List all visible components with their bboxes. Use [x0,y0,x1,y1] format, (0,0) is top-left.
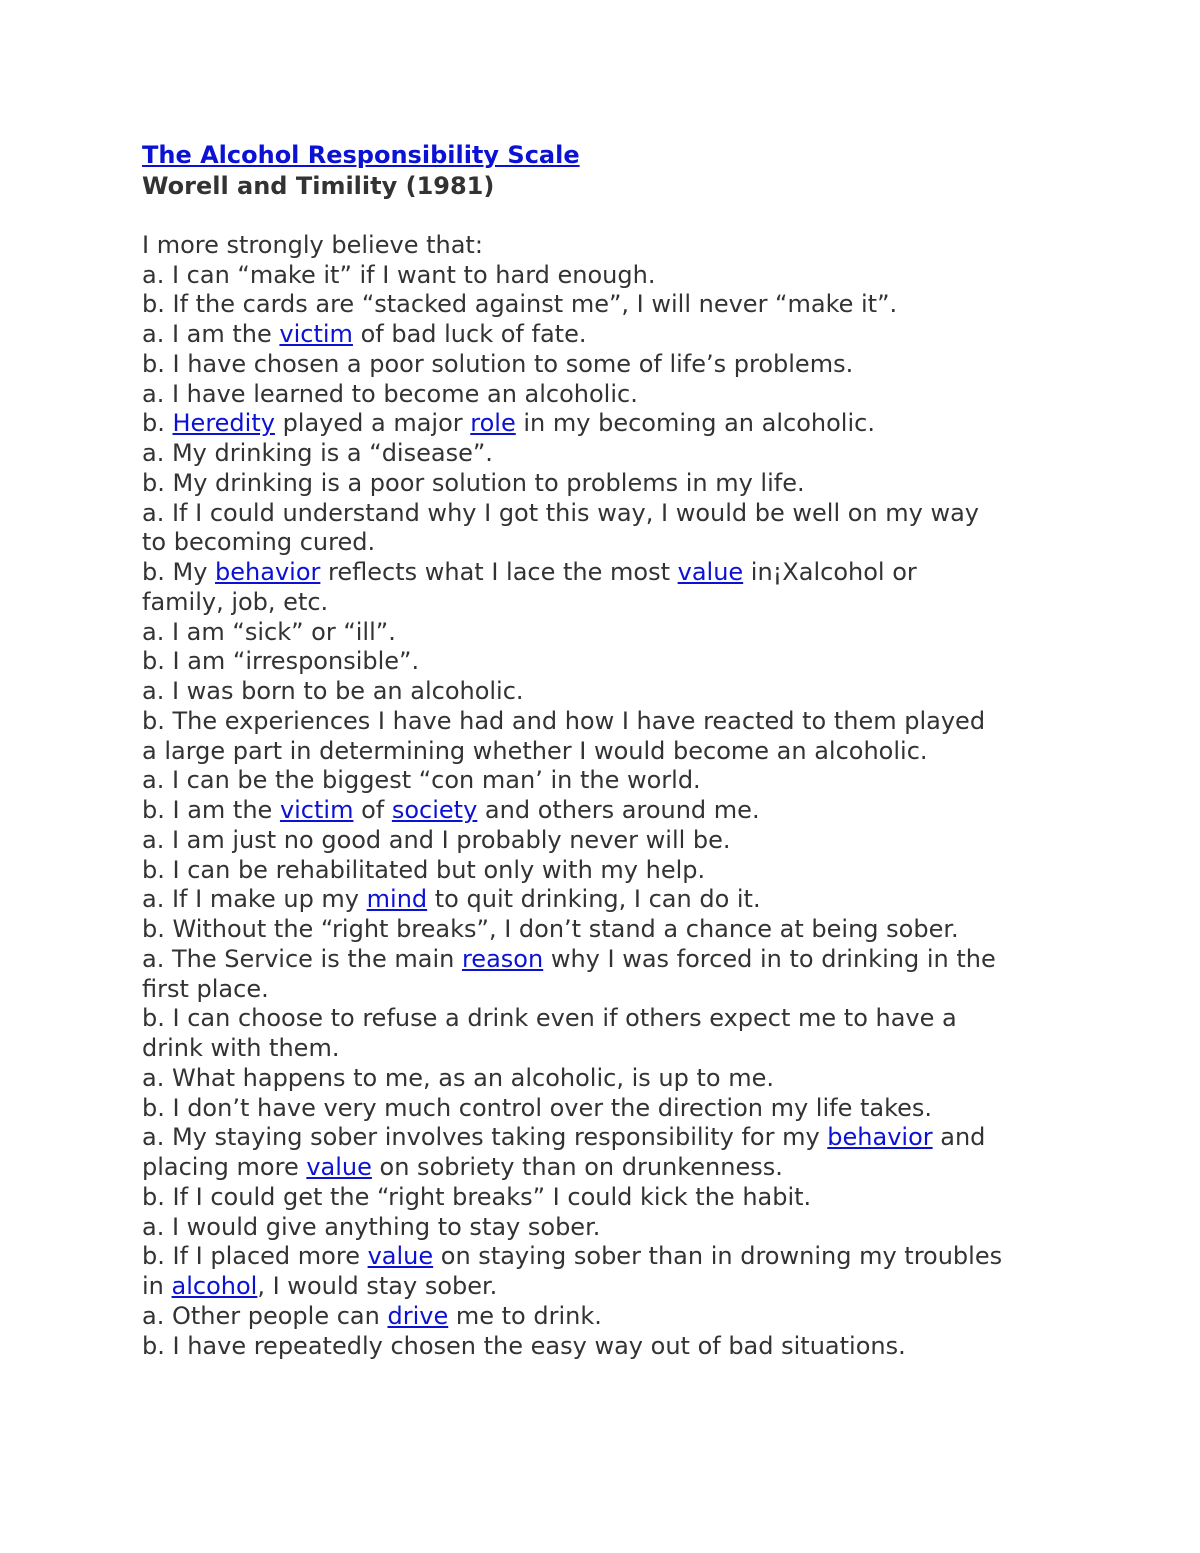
line-text: and others around me. [477,796,760,824]
inline-link-behavior[interactable]: behavior [827,1123,933,1152]
inline-link-value[interactable]: value [677,558,744,586]
text-line [142,975,1082,1005]
line-text: a. I have learned to become an alcoholic. [142,379,638,408]
inline-link-victim[interactable]: victim [279,320,353,348]
line-text: a. I am “sick” or “ill”. [142,617,396,646]
text-line [142,826,1082,856]
line-text: and [932,1123,986,1152]
line-text: on staying sober than in drowning my troubles [433,1242,1003,1271]
line-text: in my becoming an alcoholic. [515,409,875,438]
inline-link-value[interactable]: value [306,1153,372,1181]
text-line [142,796,1082,826]
line-text: b. If I placed more [142,1242,368,1271]
title-link[interactable]: The Alcohol Responsibility Scale [142,141,580,169]
line-text: played a major [274,409,471,438]
text-line [142,1094,1082,1124]
text-line [142,261,1082,291]
text-line [142,1064,1082,1094]
text-line [142,945,1082,975]
text-line [142,856,1082,886]
inline-link-society[interactable]: society [391,796,478,824]
text-line [142,737,1082,767]
text-line [142,1213,1082,1243]
inline-link-reason[interactable]: reason [461,944,544,973]
inline-link-mind[interactable]: mind [366,885,428,914]
text-line [142,1302,1082,1332]
text-line [142,469,1082,499]
line-text: b. I can choose to refuse a drink even if others expect me to have a [142,1004,957,1033]
text-line [142,1242,1082,1272]
line-text: a. I can “make it” if I want to hard enough. [142,260,656,289]
inline-link-value[interactable]: value [367,1242,434,1271]
line-text: b. I can be rehabilitated but only with my help. [142,855,706,884]
text-line [142,766,1082,796]
line-text: b. Without the “right breaks”, I don’t stand a chance at being sober. [142,915,959,943]
line-text: I more strongly believe that: [142,230,483,259]
text-line [142,677,1082,707]
line-text: to becoming cured. [142,528,376,557]
line-text: a. If I could understand why I got this way, I would be well on my way [142,498,980,527]
inline-link-alcohol[interactable]: alcohol [171,1272,258,1300]
line-text: b. My [142,558,216,586]
inline-link-heredity[interactable]: Heredity [172,409,275,438]
line-text: b. My drinking is a poor solution to problems in my life. [142,468,805,497]
text-line [142,1034,1082,1064]
line-text: , I would stay sober. [257,1272,498,1300]
line-text: in¡Xalcohol or [743,558,917,586]
line-text: b. [142,409,173,438]
text-line [142,707,1082,737]
line-text: drink with them. [142,1034,340,1062]
line-text: b. I am the [142,796,280,824]
text-line [142,915,1082,945]
line-text: a. What happens to me, as an alcoholic, is up to me. [142,1063,774,1092]
line-text: why I was forced in to drinking in the [543,944,996,973]
text-line [142,558,1082,588]
text-line [142,1123,1082,1153]
line-text: to quit drinking, I can do it. [427,885,761,914]
line-text: b. If I could get the “right breaks” I could kick the habit. [142,1182,812,1211]
inline-link-behavior[interactable]: behavior [215,558,321,586]
text-line [142,320,1082,350]
text-line [142,1004,1082,1034]
text-line [142,1332,1082,1362]
text-line [142,588,1082,618]
text-line [142,290,1082,320]
text-line [142,885,1082,915]
line-text: a. I was born to be an alcoholic. [142,677,524,705]
line-text: a. I would give anything to stay sober. [142,1212,601,1241]
line-text: on sobriety than on drunkenness. [371,1153,783,1181]
line-text: family, job, etc. [142,587,329,616]
line-text: b. The experiences I have had and how I have reacted to them played [142,706,986,735]
text-line [142,1183,1082,1213]
inline-link-role[interactable]: role [470,409,516,438]
text-line [142,1272,1082,1302]
document-body [142,231,1082,1362]
text-line [142,409,1082,439]
line-text: a. My drinking is a “disease”. [142,439,493,467]
line-text: b. I am “irresponsible”. [142,647,420,676]
line-text: me to drink. [448,1301,602,1330]
text-line [142,1153,1082,1183]
line-text: of [353,796,392,824]
line-text: in [142,1272,172,1300]
document-subtitle: Worell and Timility (1981) [142,172,495,200]
text-line [142,647,1082,677]
line-text: of bad luck of fate. [352,320,587,348]
line-text: a. I am just no good and I probably never will be. [142,825,731,854]
document-page [142,139,1082,1361]
inline-link-drive[interactable]: drive [387,1301,449,1330]
line-text: a. I am the [142,320,280,348]
line-text: b. I have repeatedly chosen the easy way out of bad situations. [142,1331,906,1360]
line-text: a large part in determining whether I would become an alcoholic. [142,736,928,765]
inline-link-victim[interactable]: victim [279,796,354,824]
line-text: first place. [142,974,269,1003]
text-line [142,499,1082,529]
text-line [142,350,1082,380]
line-text: b. If the cards are “stacked against me”, I will never “make it”. [142,290,898,319]
text-line [142,528,1082,558]
line-text: reflects what I lace the most [320,558,678,586]
line-text: placing more [142,1153,307,1181]
line-text: b. I don’t have very much control over the direction my life takes. [142,1093,933,1122]
line-text: a. If I make up my [142,885,367,914]
line-text: b. I have chosen a poor solution to some of life’s problems. [142,349,854,378]
text-line [142,231,1082,261]
line-text: a. My staying sober involves taking responsibility for my [142,1123,828,1152]
line-text: a. I can be the biggest “con man’ in the world. [142,766,701,795]
text-line [142,439,1082,469]
document-title [142,139,1082,171]
line-text: a. Other people can [142,1301,388,1330]
line-text: a. The Service is the main [142,944,462,973]
text-line [142,618,1082,648]
text-line [142,380,1082,410]
